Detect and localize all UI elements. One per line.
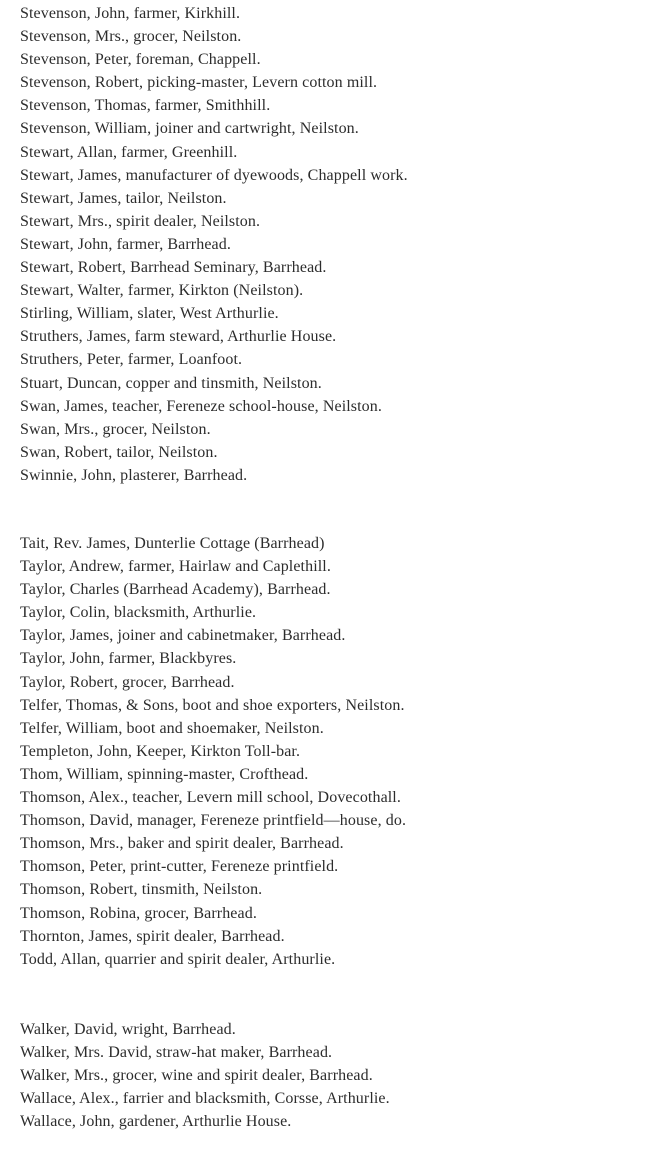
directory-entry: Swan, Robert, tailor, Neilston. <box>20 443 218 461</box>
directory-entry: Thornton, James, spirit dealer, Barrhead. <box>20 927 285 945</box>
directory-entry: Walker, David, wright, Barrhead. <box>20 1021 236 1038</box>
directory-entry: Wallace, John, gardener, Arthurlie House. <box>20 1113 292 1131</box>
directory-entry: Taylor, Colin, blacksmith, Arthurlie. <box>20 604 257 622</box>
directory-entry: Stewart, Robert, Barrhead Seminary, Barrhead. <box>20 259 327 277</box>
directory-section-w <box>0 1018 669 1133</box>
directory-entry: Stevenson, John, farmer, Kirkhill. <box>20 5 241 22</box>
directory-entry: Stuart, Duncan, copper and tinsmith, Neilston. <box>20 374 322 392</box>
directory-entry: Stevenson, Peter, foreman, Chappell. <box>20 51 261 69</box>
directory-entry: Stevenson, Thomas, farmer, Smithhill. <box>20 97 271 115</box>
directory-entry: Walker, Mrs., grocer, wine and spirit dealer, Barrhead. <box>20 1067 373 1085</box>
directory-entry: Stevenson, William, joiner and cartwright, Neilston. <box>20 120 359 138</box>
directory-entry: Tait, Rev. James, Dunterlie Cottage (Barrhead) <box>20 535 325 552</box>
directory-entry: Struthers, James, farm steward, Arthurlie House. <box>20 328 337 346</box>
directory-entry: Thomson, Alex., teacher, Levern mill school, Dovecothall. <box>20 789 401 807</box>
directory-entry: Thom, William, spinning-master, Crofthead. <box>20 765 309 783</box>
directory-entry: Taylor, Robert, grocer, Barrhead. <box>20 673 235 691</box>
directory-section-t <box>0 532 669 971</box>
directory-entry: Todd, Allan, quarrier and spirit dealer, Arthurlie. <box>20 950 336 968</box>
directory-entry: Stewart, James, tailor, Neilston. <box>20 189 227 207</box>
directory-entry: Swan, Mrs., grocer, Neilston. <box>20 420 211 438</box>
directory-entry: Wallace, Alex., farrier and blacksmith, Corsse, Arthurlie. <box>20 1090 390 1108</box>
directory-entry: Taylor, James, joiner and cabinetmaker, Barrhead. <box>20 627 346 645</box>
directory-entry: Struthers, Peter, farmer, Loanfoot. <box>20 351 243 369</box>
directory-entry: Templeton, John, Keeper, Kirkton Toll-bar. <box>20 742 301 760</box>
directory-entry: Taylor, Charles (Barrhead Academy), Barrhead. <box>20 581 331 599</box>
directory-entry: Swan, James, teacher, Fereneze school-house, Neilston. <box>20 397 382 415</box>
directory-section-s <box>0 2 669 487</box>
directory-entry: Thomson, Robert, tinsmith, Neilston. <box>20 881 263 899</box>
directory-entry: Thomson, Peter, print-cutter, Fereneze printfield. <box>20 858 339 876</box>
directory-entry: Telfer, Thomas, & Sons, boot and shoe exporters, Neilston. <box>20 696 405 714</box>
directory-entry: Thomson, Robina, grocer, Barrhead. <box>20 904 257 922</box>
directory-entry: Taylor, Andrew, farmer, Hairlaw and Caplethill. <box>20 558 331 576</box>
directory-entry: Walker, Mrs. David, straw-hat maker, Barrhead. <box>20 1044 333 1062</box>
directory-entry: Stevenson, Mrs., grocer, Neilston. <box>20 28 242 46</box>
directory-entry: Stewart, Allan, farmer, Greenhill. <box>20 143 238 161</box>
directory-entry: Taylor, John, farmer, Blackbyres. <box>20 650 237 668</box>
directory-entry: Thomson, Mrs., baker and spirit dealer, Barrhead. <box>20 835 344 853</box>
directory-entry: Thomson, David, manager, Fereneze printfield—house, do. <box>20 812 407 830</box>
directory-entry: Stewart, James, manufacturer of dyewoods, Chappell work. <box>20 166 408 184</box>
directory-entry: Stewart, Walter, farmer, Kirkton (Neilston). <box>20 282 304 300</box>
directory-entry: Stirling, William, slater, West Arthurlie. <box>20 305 279 323</box>
directory-entry: Swinnie, John, plasterer, Barrhead. <box>20 466 248 484</box>
directory-entry: Stewart, John, farmer, Barrhead. <box>20 235 231 253</box>
directory-entry: Stevenson, Robert, picking-master, Levern cotton mill. <box>20 74 378 92</box>
directory-entry: Telfer, William, boot and shoemaker, Neilston. <box>20 719 324 737</box>
directory-entry: Stewart, Mrs., spirit dealer, Neilston. <box>20 212 261 230</box>
